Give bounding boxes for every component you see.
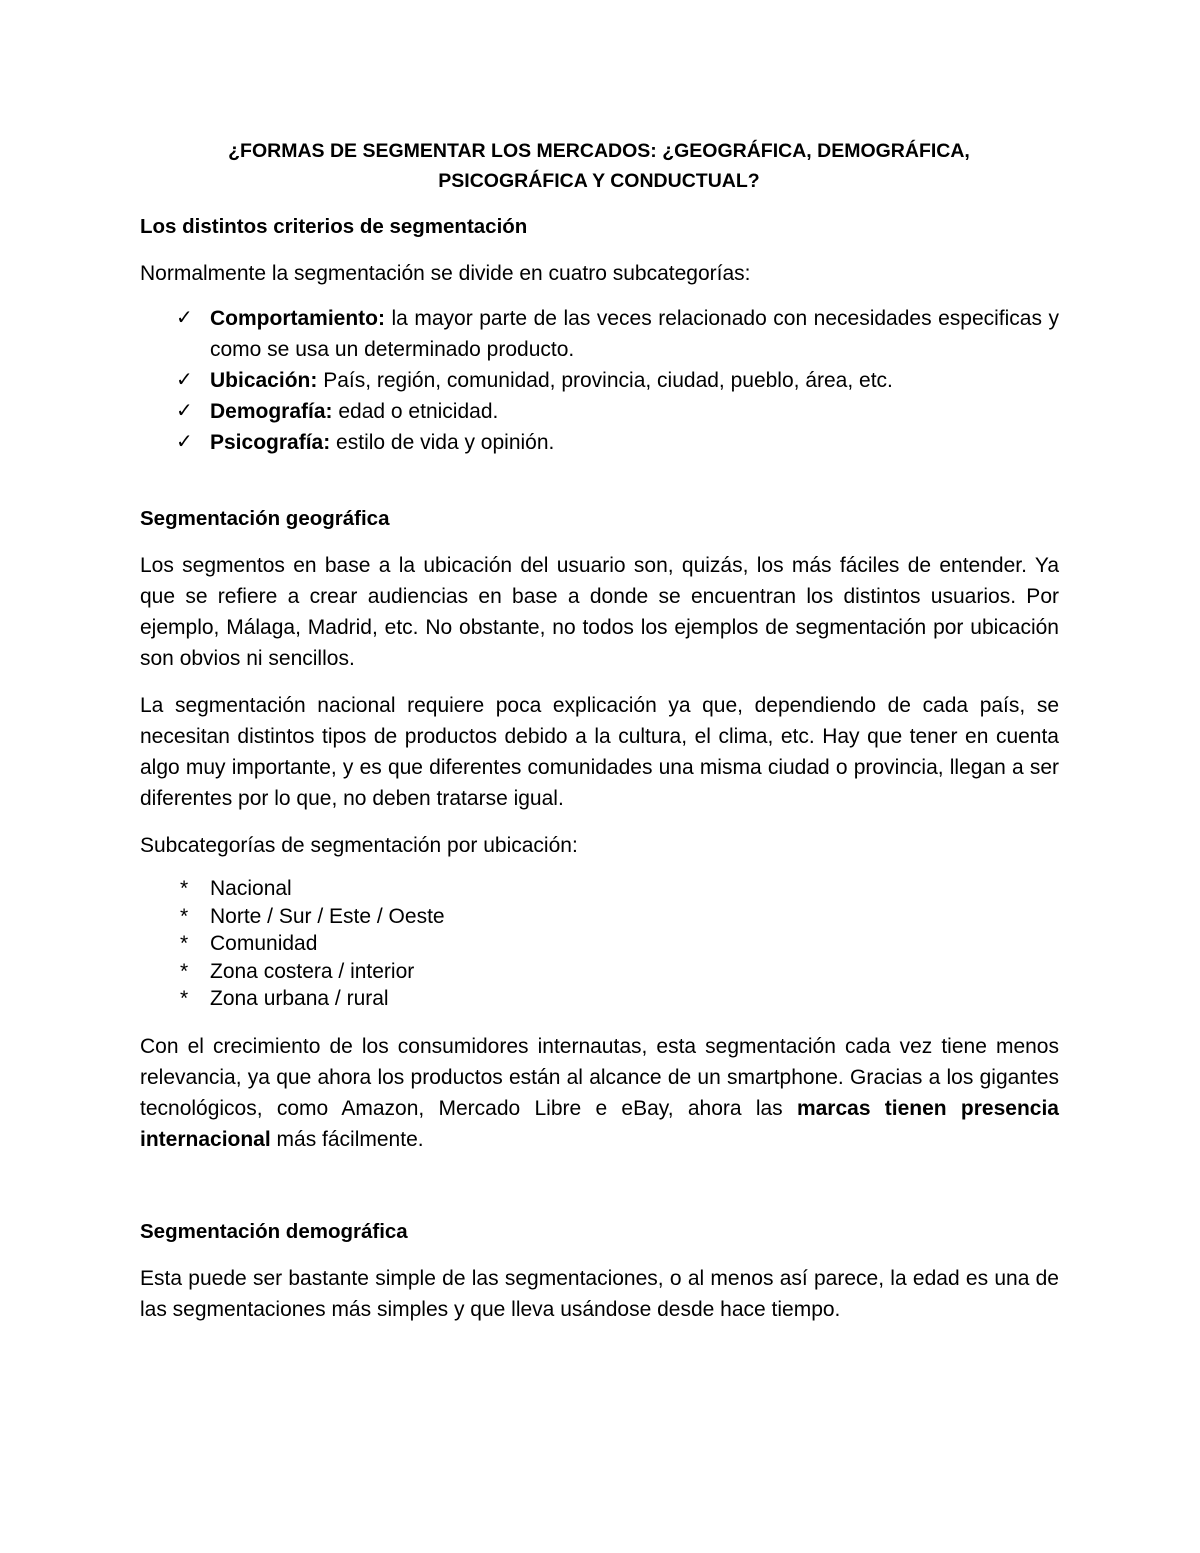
item-term: Ubicación: (210, 369, 318, 392)
demo-heading: Segmentación demográfica (140, 1219, 408, 1243)
item-term: Demografía: (210, 400, 333, 423)
list-item (140, 303, 1059, 365)
geo-paragraph-4-bold: marcas tienen presencia internacional (140, 1096, 1059, 1151)
criteria-list (140, 303, 1059, 458)
document-content (140, 136, 1059, 1325)
geo-paragraph-3: Subcategorías de segmentación por ubicación: (140, 834, 578, 857)
item-text: País, región, comunidad, provincia, ciudad, pueblo, área, etc. (317, 369, 893, 392)
item-term: Comportamiento: (210, 307, 385, 330)
check-icon: ✓ (176, 369, 193, 391)
title-line-2: PSICOGRÁFICA Y CONDUCTUAL? (438, 170, 760, 192)
subcategory-text: Zona costera / interior (210, 959, 415, 983)
list-item (140, 427, 1059, 458)
item-text: estilo de vida y opinión. (330, 431, 555, 454)
subcategory-text: Nacional (210, 877, 292, 900)
document-title (138, 136, 1060, 196)
criteria-heading: Los distintos criterios de segmentación (140, 215, 528, 238)
list-item (140, 875, 1059, 903)
list-item (140, 985, 1059, 1013)
subcategory-text: Zona urbana / rural (210, 987, 389, 1010)
asterisk-bullet-icon: * (180, 877, 189, 900)
list-item (140, 930, 1059, 958)
geo-paragraph-4-start: Con el crecimiento de los consumidores internautas, esta segmentación cada vez tiene menos relevancia, ya que ahora los productos están al alcance de un smartphone. Gracias a los gigantes tecnológicos, como Amazon, Mercado Libre e eBay, ahora las (140, 1034, 1059, 1120)
asterisk-bullet-icon: * (180, 932, 189, 955)
item-text: edad o etnicidad. (332, 400, 499, 423)
geo-paragraph-1: Los segmentos en base a la ubicación del usuario son, quizás, los más fáciles de entender. Ya que se refiere a crear audiencias en base a donde se encuentran los distintos usuarios. Por ejemplo, Málaga, Madrid, etc. No obstante, no todos los ejemplos de segmentación por ubicación son obvios ni sencillos. (140, 554, 1059, 670)
title-line-1: ¿FORMAS DE SEGMENTAR LOS MERCADOS: ¿GEOGRÁFICA, DEMOGRÁFICA, (228, 140, 970, 162)
geo-paragraph-4 (140, 1031, 1059, 1155)
subcategory-text: Norte / Sur / Este / Oeste (210, 904, 445, 928)
item-term: Psicografía: (210, 431, 331, 454)
subcategory-list (140, 875, 1059, 1013)
geo-heading: Segmentación geográfica (140, 507, 390, 530)
geo-paragraph-4-end: más fácilmente. (270, 1127, 424, 1151)
list-item (140, 958, 1059, 986)
list-item (140, 396, 1059, 427)
criteria-intro: Normalmente la segmentación se divide en cuatro subcategorías: (140, 262, 751, 285)
check-icon: ✓ (176, 400, 193, 422)
check-icon: ✓ (176, 431, 193, 453)
asterisk-bullet-icon: * (180, 904, 189, 928)
list-item (140, 903, 1059, 931)
item-text: la mayor parte de las veces relacionado con necesidades especificas y como se usa un determinado producto. (210, 307, 1059, 361)
asterisk-bullet-icon: * (180, 987, 189, 1010)
asterisk-bullet-icon: * (180, 959, 189, 983)
list-item (140, 365, 1059, 396)
subcategory-text: Comunidad (210, 932, 318, 955)
demo-paragraph-1: Esta puede ser bastante simple de las segmentaciones, o al menos así parece, la edad es una de las segmentaciones más simples y que lleva usándose desde hace tiempo. (140, 1266, 1059, 1321)
check-icon: ✓ (176, 307, 193, 329)
geo-paragraph-2: La segmentación nacional requiere poca explicación ya que, dependiendo de cada país, se necesitan distintos tipos de productos debido a la cultura, el clima, etc. Hay que tener en cuenta algo muy importante, y es que diferentes comunidades una misma ciudad o provincia, llegan a ser diferentes por lo que, no deben tratarse igual. (140, 694, 1059, 810)
